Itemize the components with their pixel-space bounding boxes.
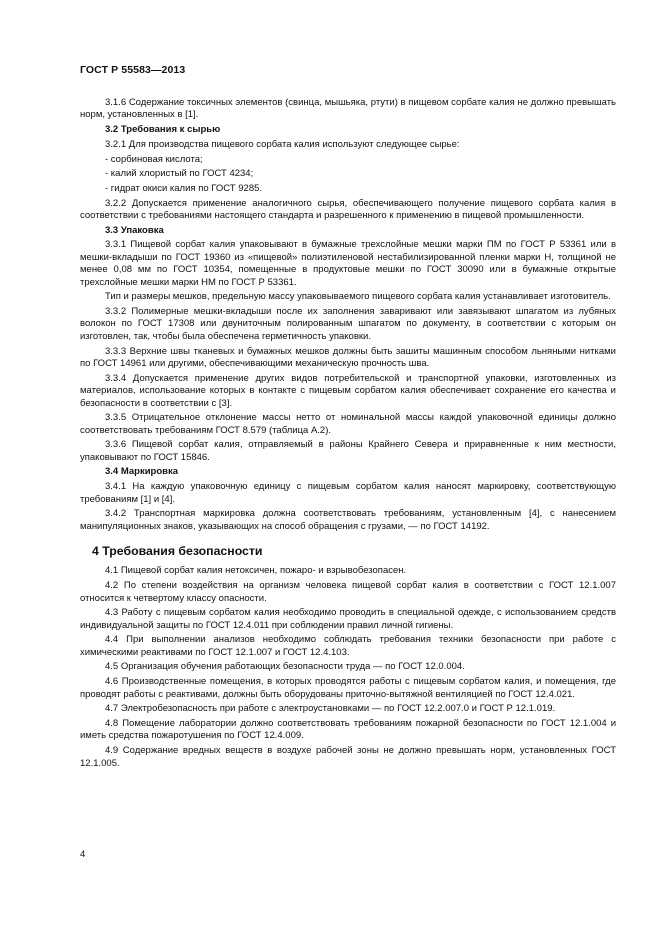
paragraph: 4.8 Помещение лаборатории должно соответствовать требованиям пожарной безопасности по ГОСТ 12.1.004 и иметь средства пожаротушения по ГОСТ 12.4.009. — [80, 718, 616, 742]
paragraph: 3.3.5 Отрицательное отклонение массы нетто от номинальной массы каждой упаковочной единицы должно соответствовать требованиям ГОСТ 8.579 (таблица А.2). — [80, 412, 616, 436]
paragraph: 3.4.1 На каждую упаковочную единицу с пищевым сорбатом калия наносят маркировку, соответствующую требованиям [1] и [4]. — [80, 481, 616, 505]
subsection-heading: 3.2 Требования к сырью — [105, 124, 221, 136]
paragraph: 3.4.2 Транспортная маркировка должна соответствовать требованиям, установленным [4], с нанесением манипуляционных знаков, указывающих на способ обращения с грузами, — по ГОСТ 14192. — [80, 508, 616, 532]
paragraph: 3.3.2 Полимерные мешки-вкладыши после их заполнения заваривают или завязывают шпагатом из лубяных волокон по ГОСТ 17308 или двуниточным полированным шпагатом по документу, в соответствии с которым он изготовлен, так, чтобы была обеспечена герметичность упаковки. — [80, 306, 616, 342]
paragraph: 4.1 Пищевой сорбат калия нетоксичен, пожаро- и взрывобезопасен. — [105, 565, 407, 577]
paragraph: 3.1.6 Содержание токсичных элементов (свинца, мышьяка, ртути) в пищевом сорбате калия не должно превышать норм, установленных в [1]. — [80, 97, 616, 121]
subsection-heading: 3.4 Маркировка — [105, 466, 179, 478]
list-item: - гидрат окиси калия по ГОСТ 9285. — [105, 182, 263, 194]
paragraph: 3.2.2 Допускается применение аналогичного сырья, обеспечивающего получение пищевого сорбата калия в соответствии с требованиями настоящего стандарта и разрешенного к применению в пищевой промышленности. — [80, 197, 616, 222]
subsection-heading: 3.3 Упаковка — [105, 224, 164, 236]
paragraph: 3.3.4 Допускается применение других видов потребительской и транспортной упаковки, изготовленных из материалов, использование которых в контакте с пищевым сорбатом калия обеспечивает сохранение его качества и безопасности в соответствии с [3]. — [80, 372, 616, 409]
paragraph: Тип и размеры мешков, предельную массу упаковываемого пищевого сорбата калия устанавливает изготовитель. — [105, 291, 611, 303]
paragraph: 4.6 Производственные помещения, в которых проводятся работы с пищевым сорбатом калия, и помещения, где проводят работы с реактивами, должны быть оборудованы приточно-вытяжной вентиляцией по ГОСТ 12.4.021. — [80, 676, 616, 700]
list-item: - калий хлористый по ГОСТ 4234; — [105, 168, 254, 180]
document-body — [80, 97, 616, 772]
paragraph: 3.2.1 Для производства пищевого сорбата калия используют следующее сырье: — [105, 138, 460, 150]
paragraph: 4.9 Содержание вредных веществ в воздухе рабочей зоны не должно превышать норм, установленных ГОСТ 12.1.005. — [80, 745, 616, 769]
page-number: 4 — [80, 849, 86, 860]
list-item: - сорбиновая кислота; — [105, 153, 203, 165]
paragraph: 3.3.6 Пищевой сорбат калия, отправляемый в районы Крайнего Севера и приравненные к ним местности, упаковывают по ГОСТ 15846. — [80, 439, 616, 463]
paragraph: 4.2 По степени воздействия на организм человека пищевой сорбат калия в соответствии с ГОСТ 12.1.007 относится к четвертому классу опасности. — [80, 580, 616, 604]
paragraph: 4.7 Электробезопасность при работе с электроустановками — по ГОСТ 12.2.007.0 и ГОСТ Р 12.1.019. — [105, 703, 556, 715]
document-code-header: ГОСТ Р 55583—2013 — [80, 64, 186, 76]
paragraph: 4.4 При выполнении анализов необходимо соблюдать требования техники безопасности при работе с химическими реактивами по ГОСТ 12.1.007 и ГОСТ 12.4.103. — [80, 634, 616, 658]
section-heading: 4 Требования безопасности — [92, 544, 263, 559]
paragraph: 4.3 Работу с пищевым сорбатом калия необходимо проводить в специальной одежде, с использованием средств индивидуальной защиты по ГОСТ 12.4.011 при соблюдении правил личной гигиены. — [80, 607, 616, 631]
paragraph: 4.5 Организация обучения работающих безопасности труда — по ГОСТ 12.0.004. — [105, 661, 465, 673]
paragraph: 3.3.1 Пищевой сорбат калия упаковывают в бумажные трехслойные мешки марки ПМ по ГОСТ Р 53361 или в мешки-вкладыши по ГОСТ 19360 из «пищевой» полиэтиленовой нестабилизированной пленки марки Н, толщиной не менее 0,08 мм по ГОСТ 10354, помещенные в продуктовые мешки по ГОСТ 30090 или в бумажные открытые трехслойные мешки марки НМ по ГОСТ Р 53361. — [80, 239, 616, 288]
paragraph: 3.3.3 Верхние швы тканевых и бумажных мешков должны быть зашиты машинным способом льняными нитками по ГОСТ 14961 или другими, обеспечивающими механическую прочность шва. — [80, 345, 616, 369]
